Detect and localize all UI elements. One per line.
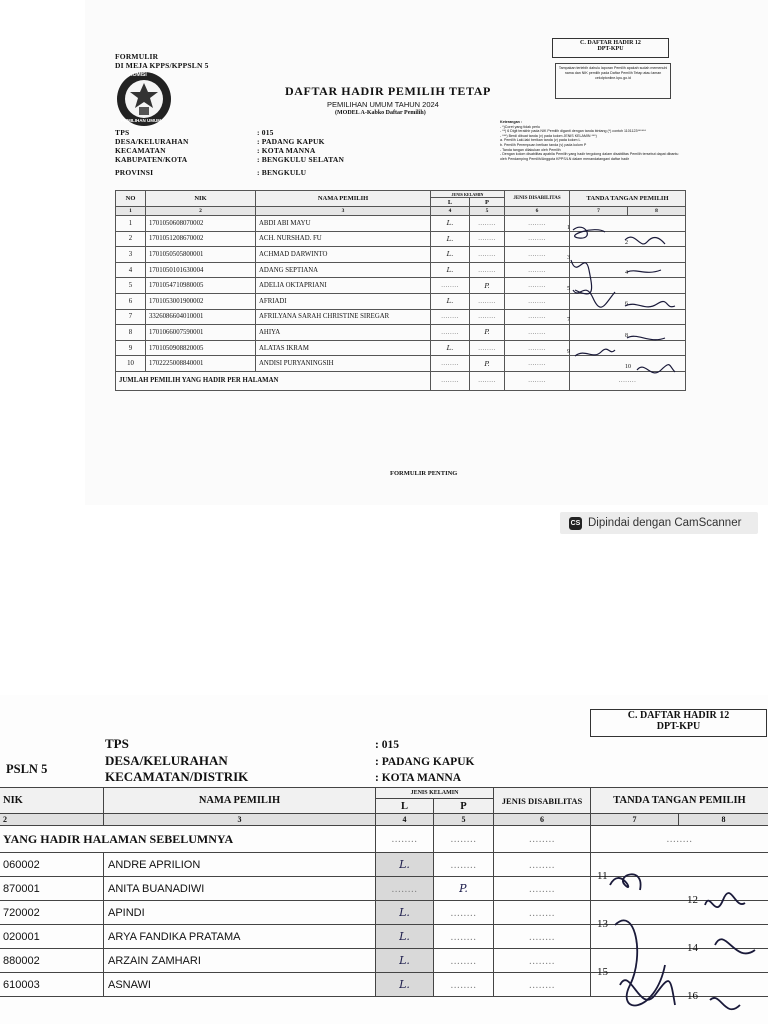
row-number: 4 — [116, 262, 146, 278]
row-nik: 880002 — [0, 949, 104, 973]
sig-number: 1 — [567, 225, 570, 231]
row-l: L. — [376, 925, 434, 949]
row-nik: 720002 — [0, 901, 104, 925]
header-tanda-tangan: TANDA TANGAN PEMILIH — [591, 788, 768, 814]
row-p: ........ — [434, 973, 494, 997]
sig-number: 2 — [625, 240, 628, 246]
col-number: 4 — [376, 814, 434, 826]
row-l: ........ — [431, 325, 470, 341]
sig-number: 16 — [687, 990, 698, 1002]
row-nama: ACHMAD DARWINTO — [256, 247, 431, 263]
scanned-page-1 — [85, 0, 768, 505]
signature-mark — [627, 270, 661, 272]
location-label-provinsi: PROVINSI — [115, 168, 154, 177]
location-block-2 — [105, 736, 248, 786]
col-number: 3 — [256, 207, 431, 216]
header-p: P — [470, 198, 505, 207]
sig-number: 5 — [567, 286, 570, 292]
location-values — [257, 128, 344, 177]
note-item: - *)Coret yang tidak perlu — [500, 124, 540, 129]
row-nik: 1701053001900002 — [146, 293, 256, 309]
row-l: L. — [431, 262, 470, 278]
row-l: L. — [431, 231, 470, 247]
row-l: L. — [376, 853, 434, 877]
row-number: 7 — [116, 309, 146, 325]
row-nama: ARYA FANDIKA PRATAMA — [104, 925, 376, 949]
sig-number: 13 — [597, 918, 608, 930]
row-p: P. — [434, 877, 494, 901]
form-code-sub: DPT-KPU — [597, 46, 624, 52]
col-number: 6 — [494, 814, 591, 826]
note-item: - Tanda tangan dilakukan oleh Pemilih — [500, 147, 561, 152]
row-nik: 1701051208670002 — [146, 231, 256, 247]
location-value-tps: : 015 — [257, 128, 274, 137]
row-disabilitas: ........ — [494, 973, 591, 997]
sig-number: 4 — [625, 270, 628, 276]
form-code: C. DAFTAR HADIR 12 — [580, 40, 641, 46]
row-nama: ASNAWI — [104, 973, 376, 997]
page-subtitle: PEMILIHAN UMUM TAHUN 2024 — [327, 100, 439, 109]
row-disabilitas: ........ — [494, 925, 591, 949]
kpu-logo — [115, 70, 173, 128]
row-p: ........ — [470, 247, 505, 263]
sig-number: 10 — [625, 364, 631, 370]
location-value-tps: : 015 — [375, 739, 399, 751]
header-l: L — [376, 799, 434, 814]
header-nik: NIK — [0, 788, 104, 814]
sig-number: 11 — [597, 870, 608, 882]
row-nama: ADANG SEPTIANA — [256, 262, 431, 278]
row-number: 1 — [116, 216, 146, 232]
header-jenis-kelamin: JENIS KELAMIN — [431, 191, 505, 198]
row-disabilitas: ........ — [505, 278, 570, 294]
sig-number: 3 — [567, 255, 570, 261]
row-nama: ABDI ABI MAYU — [256, 216, 431, 232]
row-nama: ADELIA OKTAPRIANI — [256, 278, 431, 294]
row-nik: 060002 — [0, 853, 104, 877]
form-code-sub-2: DPT-KPU — [656, 721, 701, 732]
row-p: ........ — [470, 340, 505, 356]
row-disabilitas: ........ — [505, 340, 570, 356]
form-fragment: PSLN 5 — [6, 762, 48, 776]
row-disabilitas: ........ — [505, 231, 570, 247]
row-nik: 1701054710980005 — [146, 278, 256, 294]
notes-title: Keterangan : — [500, 120, 522, 124]
row-number: 2 — [116, 231, 146, 247]
signature-mark — [573, 290, 615, 307]
row-disabilitas: ........ — [494, 949, 591, 973]
row-disabilitas: ........ — [494, 853, 591, 877]
signature-mark — [637, 365, 675, 373]
row-disabilitas: ........ — [505, 247, 570, 263]
previous-p: ........ — [434, 826, 494, 853]
signature-mark — [625, 237, 665, 244]
col-number: 8 — [679, 814, 768, 826]
signature-numbers-2 — [597, 870, 767, 1020]
row-number: 9 — [116, 340, 146, 356]
row-nama: AFRILYANA SARAH CHRISTINE SIREGAR — [256, 309, 431, 325]
row-nama: ANITA BUANADIWI — [104, 877, 376, 901]
location-values-2 — [375, 737, 474, 787]
row-l: L. — [431, 340, 470, 356]
header-nik: NIK — [146, 191, 256, 207]
row-disabilitas: ........ — [494, 877, 591, 901]
location-value-kecamatan: : KOTA MANNA — [257, 146, 316, 155]
row-nik: 1701050608070002 — [146, 216, 256, 232]
sig-number: 12 — [687, 894, 698, 906]
camscanner-watermark — [560, 512, 758, 534]
scanned-page-2 — [0, 695, 768, 1024]
row-nik: 1701066007590001 — [146, 325, 256, 341]
row-l: L. — [376, 949, 434, 973]
row-p: ........ — [434, 949, 494, 973]
row-nik: 020001 — [0, 925, 104, 949]
sig-number: 6 — [625, 301, 628, 307]
signature-mark — [575, 349, 615, 356]
location-label-desa: DESA/KELURAHAN — [105, 752, 228, 768]
row-nama: AHIYA — [256, 325, 431, 341]
row-p: ........ — [470, 231, 505, 247]
row-number: 10 — [116, 356, 146, 372]
row-nama: ALATAS IKRAM — [256, 340, 431, 356]
location-value-provinsi: : BENGKULU — [257, 168, 307, 177]
logo-text-bottom: PEMILIHAN UMUM — [121, 118, 161, 123]
previous-disabilitas: ........ — [494, 826, 591, 853]
signature-mark — [571, 260, 592, 294]
row-nik: 1702225008840001 — [146, 356, 256, 372]
col-number: 5 — [470, 207, 505, 216]
header-nama: NAMA PEMILIH — [256, 191, 431, 207]
row-nik: 1701050101630004 — [146, 262, 256, 278]
row-nik: 870001 — [0, 877, 104, 901]
col-number: 5 — [434, 814, 494, 826]
row-nik: 610003 — [0, 973, 104, 997]
row-p: P. — [470, 356, 505, 372]
logo-text-top: KOMISI — [129, 72, 147, 78]
form-code-box — [552, 38, 669, 58]
header-jenis-kelamin: JENIS KELAMIN — [376, 788, 494, 799]
row-p: ........ — [470, 262, 505, 278]
page-footer: FORMULIR PENTING — [390, 470, 458, 477]
total-p: ........ — [470, 371, 505, 390]
row-l: ........ — [431, 309, 470, 325]
sig-number: 8 — [625, 333, 628, 339]
location-label-kecamatan: KECAMATAN/DISTRIK — [105, 769, 249, 784]
header-tanda-tangan: TANDA TANGAN PEMILIH — [570, 191, 686, 207]
previous-l: ........ — [376, 826, 434, 853]
row-disabilitas: ........ — [505, 293, 570, 309]
row-l: L. — [431, 247, 470, 263]
total-l: ........ — [431, 371, 470, 390]
row-number: 5 — [116, 278, 146, 294]
location-value-kabupaten: : BENGKULU SELATAN — [257, 155, 345, 164]
location-label-tps: TPS — [105, 736, 129, 751]
row-number: 8 — [116, 325, 146, 341]
row-nik: 1701050908820005 — [146, 340, 256, 356]
col-number: 3 — [104, 814, 376, 826]
row-nama: ANDRE APRILION — [104, 853, 376, 877]
col-number: 4 — [431, 207, 470, 216]
row-l: ........ — [376, 877, 434, 901]
notes-block — [500, 120, 680, 188]
header-p: P — [434, 799, 494, 814]
row-p: ........ — [470, 293, 505, 309]
sig-number: 15 — [597, 966, 608, 978]
row-nama: ARZAIN ZAMHARI — [104, 949, 376, 973]
form-code-2: C. DAFTAR HADIR 12 — [627, 710, 730, 721]
row-disabilitas: ........ — [505, 262, 570, 278]
row-disabilitas: ........ — [494, 901, 591, 925]
row-disabilitas: ........ — [505, 356, 570, 372]
row-p: P. — [470, 278, 505, 294]
page-title: DAFTAR HADIR PEMILIH TETAP — [285, 84, 491, 98]
row-p: ........ — [470, 309, 505, 325]
row-disabilitas: ........ — [505, 325, 570, 341]
location-label-kecamatan: KECAMATAN — [115, 146, 166, 155]
note-item: - ***) Berdi dibuat tanda (v) pada kolom JENIS KELAMIN ***) — [500, 133, 597, 138]
row-p: ........ — [434, 901, 494, 925]
row-p: ........ — [470, 216, 505, 232]
row-number: 3 — [116, 247, 146, 263]
col-number: 2 — [146, 207, 256, 216]
previous-page-label: YANG HADIR HALAMAN SEBELUMNYA — [0, 826, 376, 853]
row-p: ........ — [434, 925, 494, 949]
header-l: L — [431, 198, 470, 207]
row-nama: ANDISI PURYANINGSIH — [256, 356, 431, 372]
row-number: 6 — [116, 293, 146, 309]
col-number: 7 — [591, 814, 679, 826]
header-disabilitas: JENIS DISABILITAS — [505, 191, 570, 207]
header-disabilitas: JENIS DISABILITAS — [494, 788, 591, 814]
row-nama: ACH. NURSHAD. FU — [256, 231, 431, 247]
total-disabilitas: ........ — [505, 371, 570, 390]
location-label-tps: TPS — [115, 128, 130, 137]
sig-number: 7 — [567, 317, 570, 323]
location-label-kabupaten: KABUPATEN/KOTA — [115, 155, 188, 164]
note-item: - Dengan kolom disabilitas apabila Pemilih yang hadir tergolong dalam disabilitas Pemilih tersebut dapat dibantu oleh Pendamping Pemilih/Anggota KPPS/LN dalam menandatangani daftar hadir — [500, 152, 679, 161]
total-label: JUMLAH PEMILIH YANG HADIR PER HALAMAN — [116, 371, 431, 390]
signature-mark — [573, 227, 605, 238]
camscanner-icon: CS — [569, 517, 582, 530]
row-disabilitas: ........ — [505, 309, 570, 325]
form-code-box-2 — [590, 709, 767, 737]
sig-number: 9 — [567, 349, 570, 355]
col-number: 1 — [116, 207, 146, 216]
location-value-kecamatan: : KOTA MANNA — [375, 772, 462, 784]
row-nik: 3326086604010001 — [146, 309, 256, 325]
form-label: FORMULIR — [115, 52, 159, 61]
location-block — [115, 128, 189, 177]
location-label-desa: DESA/KELURAHAN — [115, 137, 189, 146]
camscanner-text: Dipindai dengan CamScanner — [588, 517, 742, 529]
note-item: - **) 6 Digit terakhir pada NIK Pemilih diganti dengan tanda bintang (*) contoh 1101123****** — [500, 129, 646, 134]
col-number: 2 — [0, 814, 104, 826]
row-l: L. — [431, 216, 470, 232]
row-p: P. — [470, 325, 505, 341]
row-l: L. — [376, 973, 434, 997]
sig-number: 14 — [687, 942, 698, 954]
row-disabilitas: ........ — [505, 216, 570, 232]
location-value-desa: : PADANG KAPUK — [375, 755, 475, 768]
notice-box: Tampakan terlebih dahulu laporan Pemilih apakah sudah memenuhi nama dan NIK pemilih pada Daftar Pemilih Tetap atau laman cekdptonline.kpu.go.id — [555, 63, 671, 99]
row-nama: APINDI — [104, 901, 376, 925]
signature-mark — [627, 336, 665, 339]
header-nama: NAMA PEMILIH — [104, 788, 376, 814]
total-signature: ........ — [570, 371, 686, 390]
form-model: (MODEL A-Kabko Daftar Pemilih) — [335, 110, 426, 116]
row-nik: 1701050505800001 — [146, 247, 256, 263]
form-desk-label: DI MEJA KPPS/KPPSLN 5 — [115, 61, 209, 70]
col-number: 6 — [505, 207, 570, 216]
row-l: L. — [431, 293, 470, 309]
location-value-desa: : PADANG KAPUK — [257, 137, 325, 146]
note-item: b. Pemilih Perempuan berikan tanda (v) pada kolom P — [500, 142, 587, 147]
row-l: ........ — [431, 356, 470, 372]
col-number: 8 — [628, 207, 686, 216]
row-nama: AFRIADI — [256, 293, 431, 309]
header-no: NO — [116, 191, 146, 207]
row-l: L. — [376, 901, 434, 925]
row-p: ........ — [434, 853, 494, 877]
note-item: a. Pemilih Laki-laki berikan tanda (v) pada kolom L — [500, 138, 581, 143]
signature-mark — [625, 301, 675, 306]
previous-signature: ........ — [591, 826, 768, 853]
row-l: ........ — [431, 278, 470, 294]
col-number: 7 — [570, 207, 628, 216]
